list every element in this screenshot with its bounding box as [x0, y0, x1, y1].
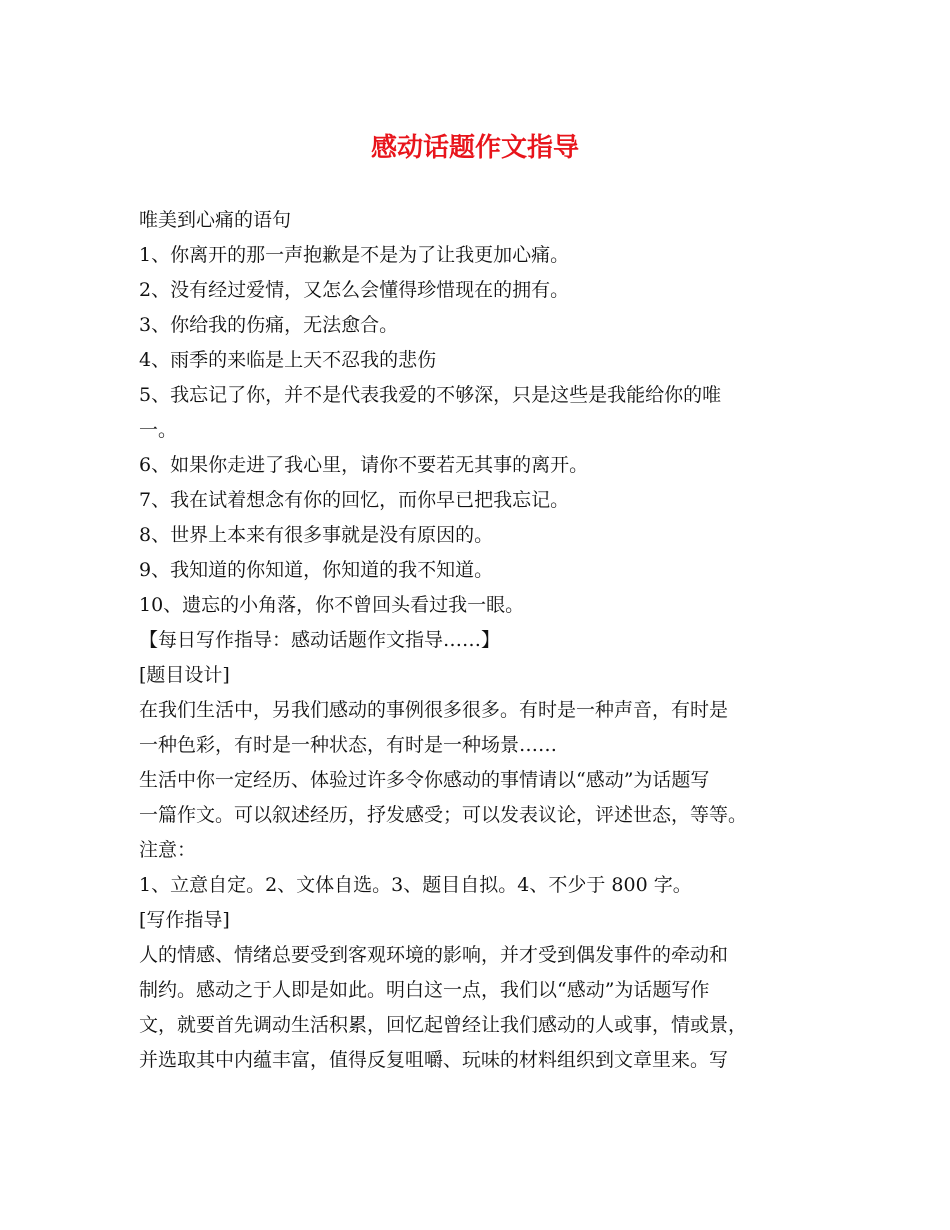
text-line: 5、我忘记了你，并不是代表我爱的不够深，只是这些是我能给你的唯	[139, 384, 722, 406]
text-line: 人的情感、情绪总要受到客观环境的影响，并才受到偶发事件的牵动和	[139, 944, 729, 966]
text-line: 9、我知道的你知道，你知道的我不知道。	[139, 559, 494, 581]
text-line: 制约。感动之于人即是如此。明白这一点，我们以“感动”为话题写作	[139, 979, 710, 1001]
text-line: 8、世界上本来有很多事就是没有原因的。	[139, 524, 494, 546]
text-line: [题目设计]	[139, 664, 230, 686]
text-line: 生活中你一定经历、体验过许多令你感动的事情请以“感动”为话题写	[139, 769, 710, 791]
text-line: 注意：	[139, 839, 197, 861]
text-line: 1、立意自定。2、文体自选。3、题目自拟。4、不少于 800 字。	[139, 874, 692, 896]
text-line: 文，就要首先调动生活积累，回忆起曾经让我们感动的人或事，情或景，	[139, 1014, 748, 1036]
text-line: 4、雨季的来临是上天不忍我的悲伤	[139, 349, 437, 371]
text-line: 7、我在试着想念有你的回忆，而你早已把我忘记。	[139, 489, 570, 511]
text-line: [写作指导]	[139, 909, 230, 931]
text-line: 1、你离开的那一声抱歉是不是为了让我更加心痛。	[139, 244, 570, 266]
document-body	[139, 203, 829, 1078]
text-line: 一篇作文。可以叙述经历，抒发感受；可以发表议论，评述世态，等等。	[139, 804, 748, 826]
text-line: 在我们生活中，另我们感动的事例很多很多。有时是一种声音，有时是	[139, 699, 729, 721]
text-line: 一种色彩，有时是一种状态，有时是一种场景……	[139, 734, 558, 756]
text-line: 3、你给我的伤痛，无法愈合。	[139, 314, 399, 336]
text-line: 【每日写作指导：感动话题作文指导……】	[139, 629, 501, 651]
text-line: 6、如果你走进了我心里，请你不要若无其事的离开。	[139, 454, 589, 476]
document-title: 感动话题作文指导	[370, 133, 579, 163]
text-line: 10、遗忘的小角落，你不曾回头看过我一眼。	[139, 594, 525, 616]
text-line: 唯美到心痛的语句	[139, 209, 292, 231]
text-line: 2、没有经过爱情，又怎么会懂得珍惜现在的拥有。	[139, 279, 570, 301]
text-line: 并选取其中内蕴丰富，值得反复咀嚼、玩味的材料组织到文章里来。写	[139, 1049, 729, 1071]
text-line: 一。	[139, 419, 178, 441]
